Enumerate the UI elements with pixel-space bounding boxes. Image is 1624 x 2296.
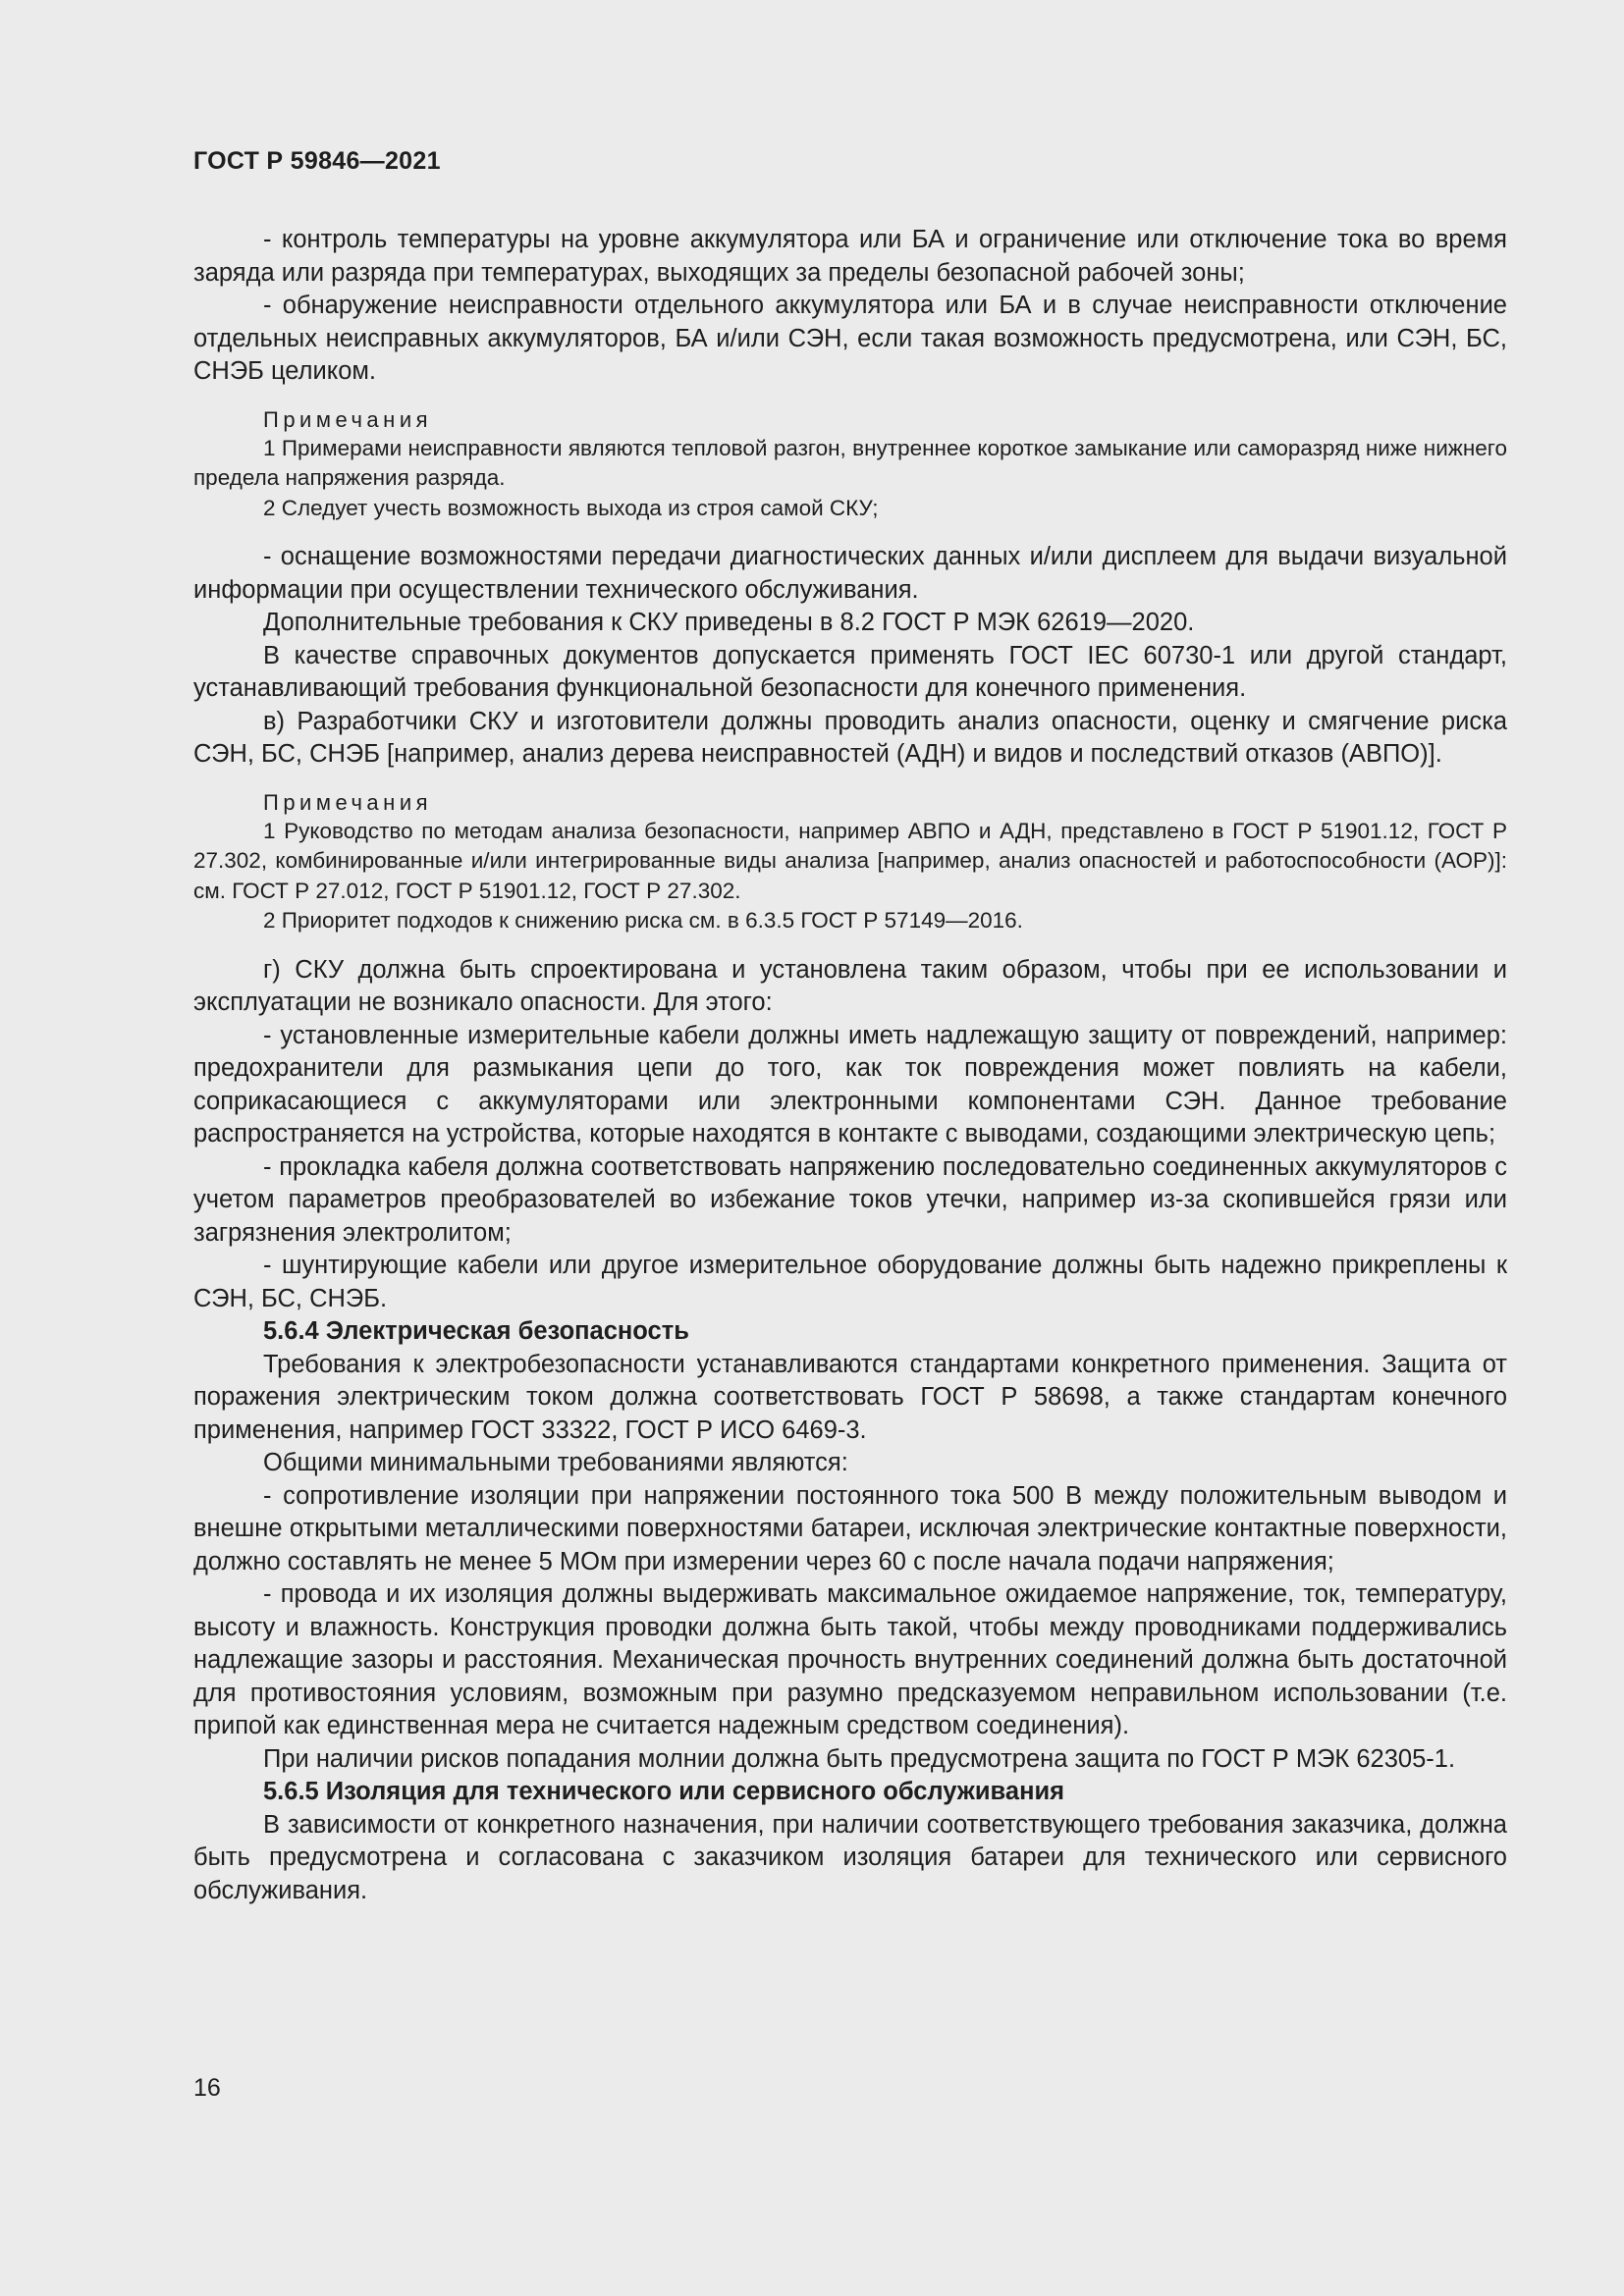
paragraph-additional-requirements: Дополнительные требования к СКУ приведены в 8.2 ГОСТ Р МЭК 62619—2020. [263,609,1195,636]
paragraph-reference-documents: В качестве справочных документов допускается применять ГОСТ IEC 60730-1 или другой стандарт, устанавливающий требования функциональной безопасности для конечного применения. [193,641,1507,702]
document-body [193,224,1507,1907]
notes-title-2: Примечания [263,789,433,815]
paragraph-item-v: в) Разработчики СКУ и изготовители должны проводить анализ опасности, оценку и смягчение риска СЭН, БС, СНЭБ [например, анализ дерева неисправностей (АДН) и видов и последствий отказов (АВПО)]. [193,707,1507,768]
paragraph-diagnostics: - оснащение возможностями передачи диагностических данных и/или дисплеем для выдачи визуальной информации при осуществлении технического обслуживания. [193,543,1507,604]
paragraph-minimum-requirements: Общими минимальными требованиями являются: [263,1449,848,1476]
note-1-2: 2 Следует учесть возможность выхода из строя самой СКУ; [263,495,879,520]
section-heading-5-6-4: 5.6.4 Электрическая безопасность [263,1317,689,1345]
document-page [193,0,1507,2296]
section-heading-5-6-5: 5.6.5 Изоляция для технического или сервисного обслуживания [263,1778,1065,1805]
note-2-2: 2 Приоритет подходов к снижению риска см. в 6.3.5 ГОСТ Р 57149—2016. [263,908,1023,933]
paragraph-item-g: г) СКУ должна быть спроектирована и установлена таким образом, чтобы при ее использовании и эксплуатации не возникало опасности. Для этого: [193,955,1507,1016]
paragraph-lightning-protection: При наличии рисков попадания молнии должна быть предусмотрена защита по ГОСТ Р МЭК 62305-1. [263,1744,1456,1773]
paragraph-insulation-resistance: - сопротивление изоляции при напряжении постоянного тока 500 В между положительным выводом и внешне открытыми металлическими поверхностями батареи, исключая электрические контактные поверхности, должно составлять не менее 5 МОм при измерении через 60 с после начала подачи напряжения; [193,1481,1507,1575]
paragraph-measuring-cables: - установленные измерительные кабели должны иметь надлежащую защиту от повреждений, например: предохранители для размыкания цепи до того, как ток повреждения может повлиять на кабели, соприкасающиеся с аккумуляторами или электронными компонентами СЭН. Данное требование распространяется на устройства, которые находятся в контакте с выводами, создающими электрическую цепь; [193,1021,1507,1148]
paragraph-service-isolation: В зависимости от конкретного назначения, при наличии соответствующего требования заказчика, должна быть предусмотрена и согласована с заказчиком изоляция батареи для технического или сервисного обслуживания. [193,1810,1507,1904]
note-1-1: 1 Примерами неисправности являются тепловой разгон, внутреннее короткое замыкание или саморазряд ниже нижнего предела напряжения разряда. [193,435,1507,490]
page-number: 16 [193,2074,221,2102]
paragraph-temperature-control: - контроль температуры на уровне аккумулятора или БА и ограничение или отключение тока во время заряда или разряда при температурах, выходящих за пределы безопасной рабочей зоны; [193,226,1507,287]
paragraph-electrical-safety: Требования к электробезопасности устанавливаются стандартами конкретного применения. Защита от поражения электрическим током должна соответствовать ГОСТ Р 58698, а также стандартам конечного применения, например ГОСТ 33322, ГОСТ Р ИСО 6469-3. [193,1350,1507,1444]
document-header: ГОСТ Р 59846—2021 [193,147,441,175]
paragraph-shunt-cables: - шунтирующие кабели или другое измерительное оборудование должны быть надежно прикреплены к СЭН, БС, СНЭБ. [193,1252,1507,1312]
paragraph-fault-detection: - обнаружение неисправности отдельного аккумулятора или БА и в случае неисправности отключение отдельных неисправных аккумуляторов, БА и/или СЭН, если такая возможность предусмотрена, или СЭН, БС, СНЭБ целиком. [193,292,1507,385]
note-2-1: 1 Руководство по методам анализа безопасности, например АВПО и АДН, представлено в ГОСТ Р 51901.12, ГОСТ Р 27.302, комбинированные и/или интегрированные виды анализа [например, анализ опасностей и работоспособности (АОР)]: см. ГОСТ Р 27.012, ГОСТ Р 51901.12, ГОСТ Р 27.302. [193,818,1507,903]
paragraph-cable-routing: - прокладка кабеля должна соответствовать напряжению последовательно соединенных аккумуляторов с учетом параметров преобразователей во избежание токов утечки, например из-за скопившейся грязи или загрязнения электролитом; [193,1152,1507,1247]
notes-title-1: Примечания [263,406,433,432]
paragraph-wires-insulation: - провода и их изоляция должны выдерживать максимальное ожидаемое напряжение, ток, температуру, высоту и влажность. Конструкция проводки должна быть такой, чтобы между проводниками поддерживались надлежащие зазоры и расстояния. Механическая прочность внутренних соединений должна быть достаточной для противостояния условиям, возможным при разумно предсказуемом неправильном использовании (т.е. припой как единственная мера не считается надежным средством соединения). [193,1580,1507,1739]
